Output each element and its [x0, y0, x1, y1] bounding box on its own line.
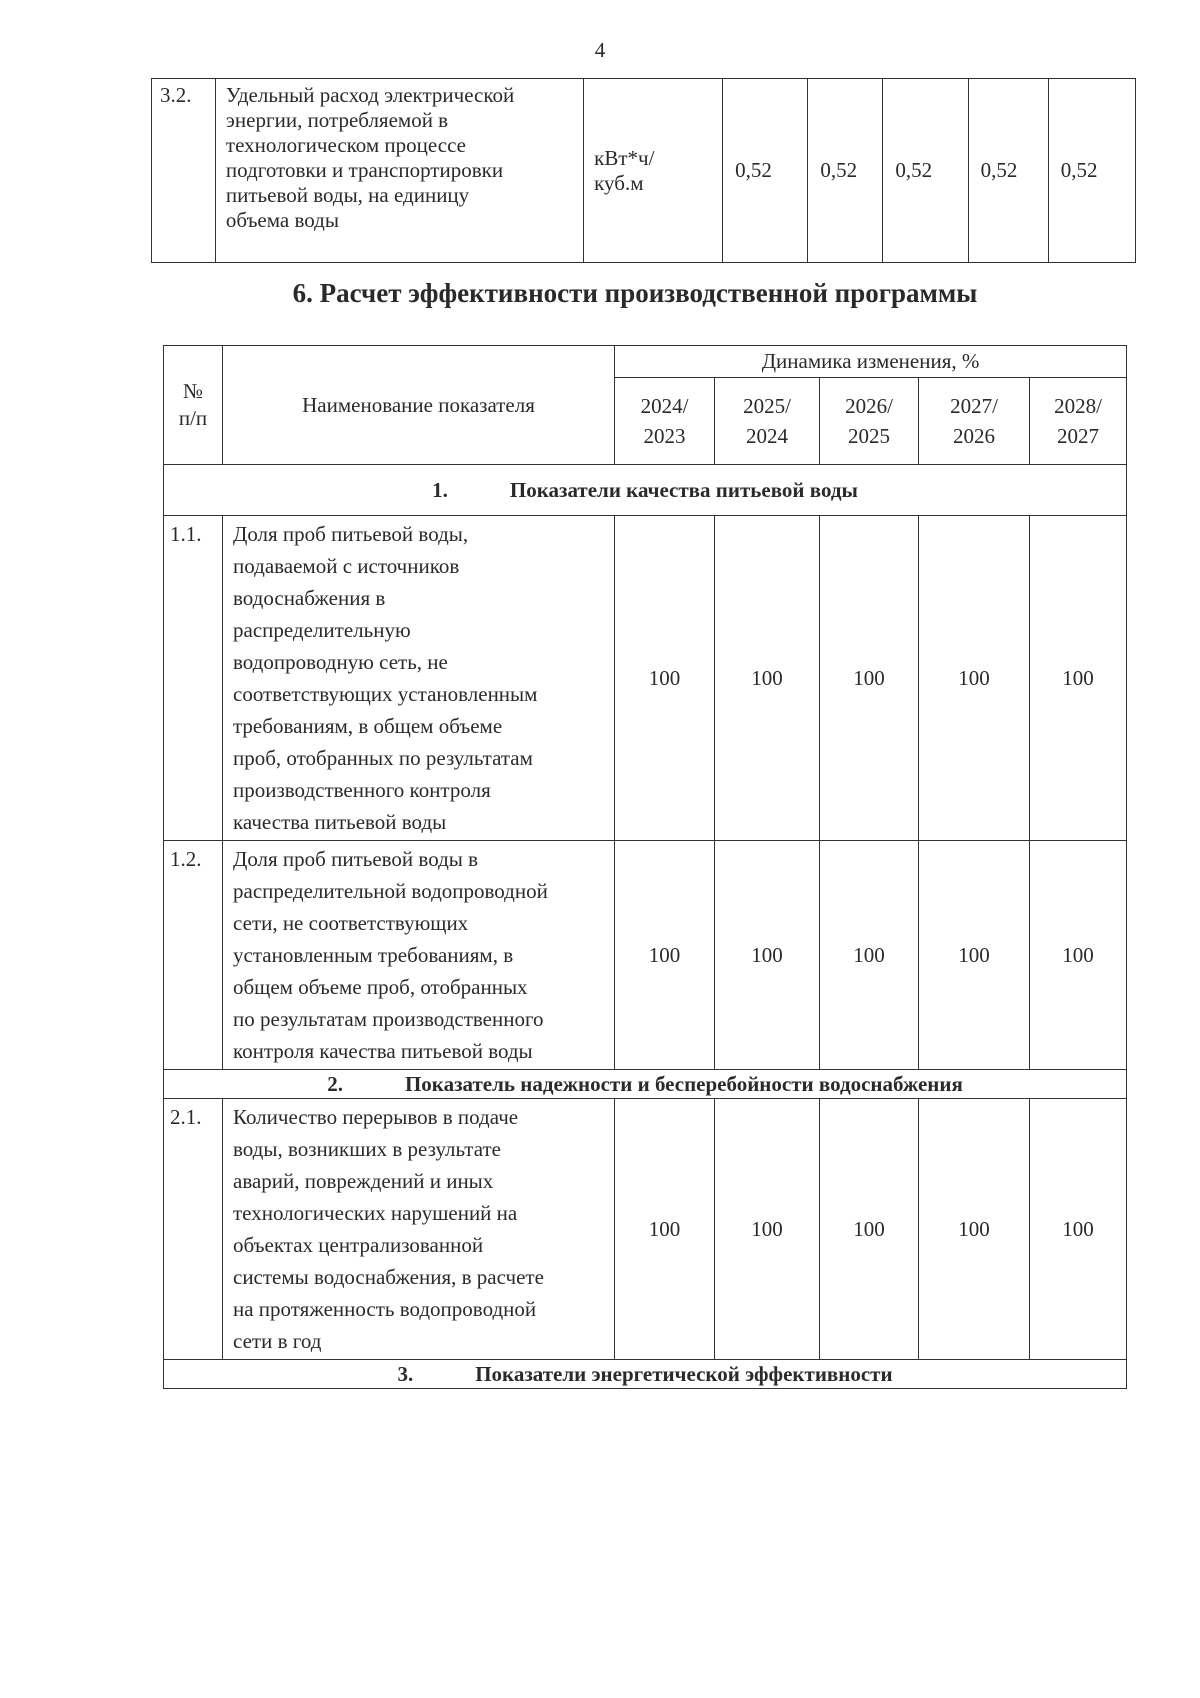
value-cell: 0,52	[808, 79, 883, 263]
row-number: 1.2.	[164, 841, 223, 1070]
header-year	[615, 378, 715, 465]
text-line: Количество перерывов в подаче	[233, 1105, 519, 1129]
value-cell: 0,52	[968, 79, 1048, 263]
text-line: на протяженность водопроводной	[233, 1297, 537, 1321]
value-cell: 100	[1030, 841, 1127, 1070]
text-line: 2025/	[743, 394, 791, 418]
row-number: 3.2.	[152, 79, 216, 263]
text-line: технологических нарушений на	[233, 1201, 518, 1225]
text-line: системы водоснабжения, в расчете	[233, 1265, 544, 1289]
table-row	[164, 1099, 1127, 1360]
section-title-text: Показатели энергетической эффективности	[475, 1362, 893, 1386]
row-number: 1.1.	[164, 516, 223, 841]
value-cell: 0,52	[723, 79, 808, 263]
value-cell: 100	[820, 841, 919, 1070]
value-cell: 100	[820, 1099, 919, 1360]
section-row	[164, 465, 1127, 516]
text-line: объектах централизованной	[233, 1233, 484, 1257]
indicator-name	[223, 1099, 615, 1360]
text-line: 2028/	[1054, 394, 1102, 418]
value-cell: 0,52	[883, 79, 968, 263]
value-cell: 100	[615, 841, 715, 1070]
text-line: питьевой воды, на единицу	[225, 183, 470, 207]
table-row	[164, 516, 1127, 841]
header-year	[715, 378, 820, 465]
text-line: общем объеме проб, отобранных	[233, 975, 528, 999]
section-title	[164, 465, 1127, 516]
text-line: сети в год	[233, 1329, 322, 1353]
text-line: куб.м	[594, 170, 644, 195]
text-line: подготовки и транспортировки	[225, 158, 504, 182]
text-line: п/п	[178, 406, 208, 430]
value-cell: 100	[1030, 1099, 1127, 1360]
section-row	[164, 1360, 1127, 1389]
text-line: проб, отобранных по результатам	[233, 746, 533, 770]
text-line: распределительную	[233, 618, 411, 642]
text-line: 2024/	[640, 394, 689, 418]
text-line: контроля качества питьевой воды	[233, 1039, 533, 1063]
text-line: 2027	[1057, 424, 1100, 448]
text-line: водопроводную сеть, не	[233, 650, 448, 674]
text-line: энергии, потребляемой в	[225, 108, 449, 132]
text-line: водоснабжения в	[233, 586, 386, 610]
text-line: 2025	[848, 424, 890, 448]
page-number: 4	[594, 38, 606, 62]
text-line: Доля проб питьевой воды в	[233, 847, 479, 871]
section-heading: 6. Расчет эффективности производственной программы	[292, 278, 978, 308]
table-row	[164, 841, 1127, 1070]
continuation-table	[151, 78, 1136, 263]
section-row	[164, 1070, 1127, 1099]
section-title	[164, 1070, 1127, 1099]
section-title-text: Показатели качества питьевой воды	[509, 478, 858, 502]
text-line: Доля проб питьевой воды,	[233, 522, 469, 546]
header-row	[164, 346, 1127, 378]
text-line: технологическом процессе	[225, 133, 466, 157]
table-row	[152, 79, 1136, 263]
indicator-name	[223, 516, 615, 841]
text-line: 2024	[746, 424, 788, 448]
text-line: распределительной водопроводной	[233, 879, 548, 903]
efficiency-table	[163, 345, 1127, 1389]
section-title	[164, 1360, 1127, 1389]
text-line: 2026/	[845, 394, 893, 418]
value-cell: 100	[615, 1099, 715, 1360]
text-line: качества питьевой воды	[233, 810, 447, 834]
section-number: 2.	[327, 1072, 343, 1096]
text-line: Удельный расход электрической	[225, 83, 515, 107]
indicator-name	[223, 841, 615, 1070]
text-line: сети, не соответствующих	[233, 911, 469, 935]
value-cell: 100	[919, 1099, 1030, 1360]
value-cell: 100	[715, 516, 820, 841]
section-number: 3.	[397, 1362, 414, 1386]
value-cell: 100	[1030, 516, 1127, 841]
value-cell: 100	[919, 516, 1030, 841]
header-year	[919, 378, 1030, 465]
header-number	[164, 346, 223, 465]
text-line: по результатам производственного	[233, 1007, 544, 1031]
text-line: аварий, повреждений и иных	[233, 1169, 494, 1193]
value-cell: 100	[715, 1099, 820, 1360]
text-line: объема воды	[225, 208, 339, 232]
header-year	[1030, 378, 1127, 465]
text-line: требованиям, в общем объеме	[233, 714, 503, 738]
row-number: 2.1.	[164, 1099, 223, 1360]
text-line: 2023	[643, 424, 686, 448]
value-cell: 100	[715, 841, 820, 1070]
section-number: 1.	[432, 478, 448, 502]
text-line: установленным требованиям, в	[233, 943, 514, 967]
text-line: соответствующих установленным	[233, 682, 538, 706]
header-dynamics: Динамика изменения, %	[615, 346, 1127, 378]
text-line: 2026	[953, 424, 995, 448]
header-year	[820, 378, 919, 465]
text-line: 2027/	[950, 394, 998, 418]
value-cell: 100	[820, 516, 919, 841]
section-title-text: Показатель надежности и бесперебойности водоснабжения	[404, 1072, 963, 1096]
indicator-name	[215, 79, 583, 263]
header-indicator-name: Наименование показателя	[223, 346, 615, 465]
value-cell: 100	[919, 841, 1030, 1070]
unit-cell	[584, 79, 723, 263]
value-cell: 100	[615, 516, 715, 841]
text-line: №	[182, 379, 204, 403]
text-line: кВт*ч/	[594, 145, 655, 170]
value-cell: 0,52	[1048, 79, 1135, 263]
text-line: подаваемой с источников	[233, 554, 460, 578]
text-line: воды, возникших в результате	[233, 1137, 502, 1161]
text-line: производственного контроля	[233, 778, 491, 802]
